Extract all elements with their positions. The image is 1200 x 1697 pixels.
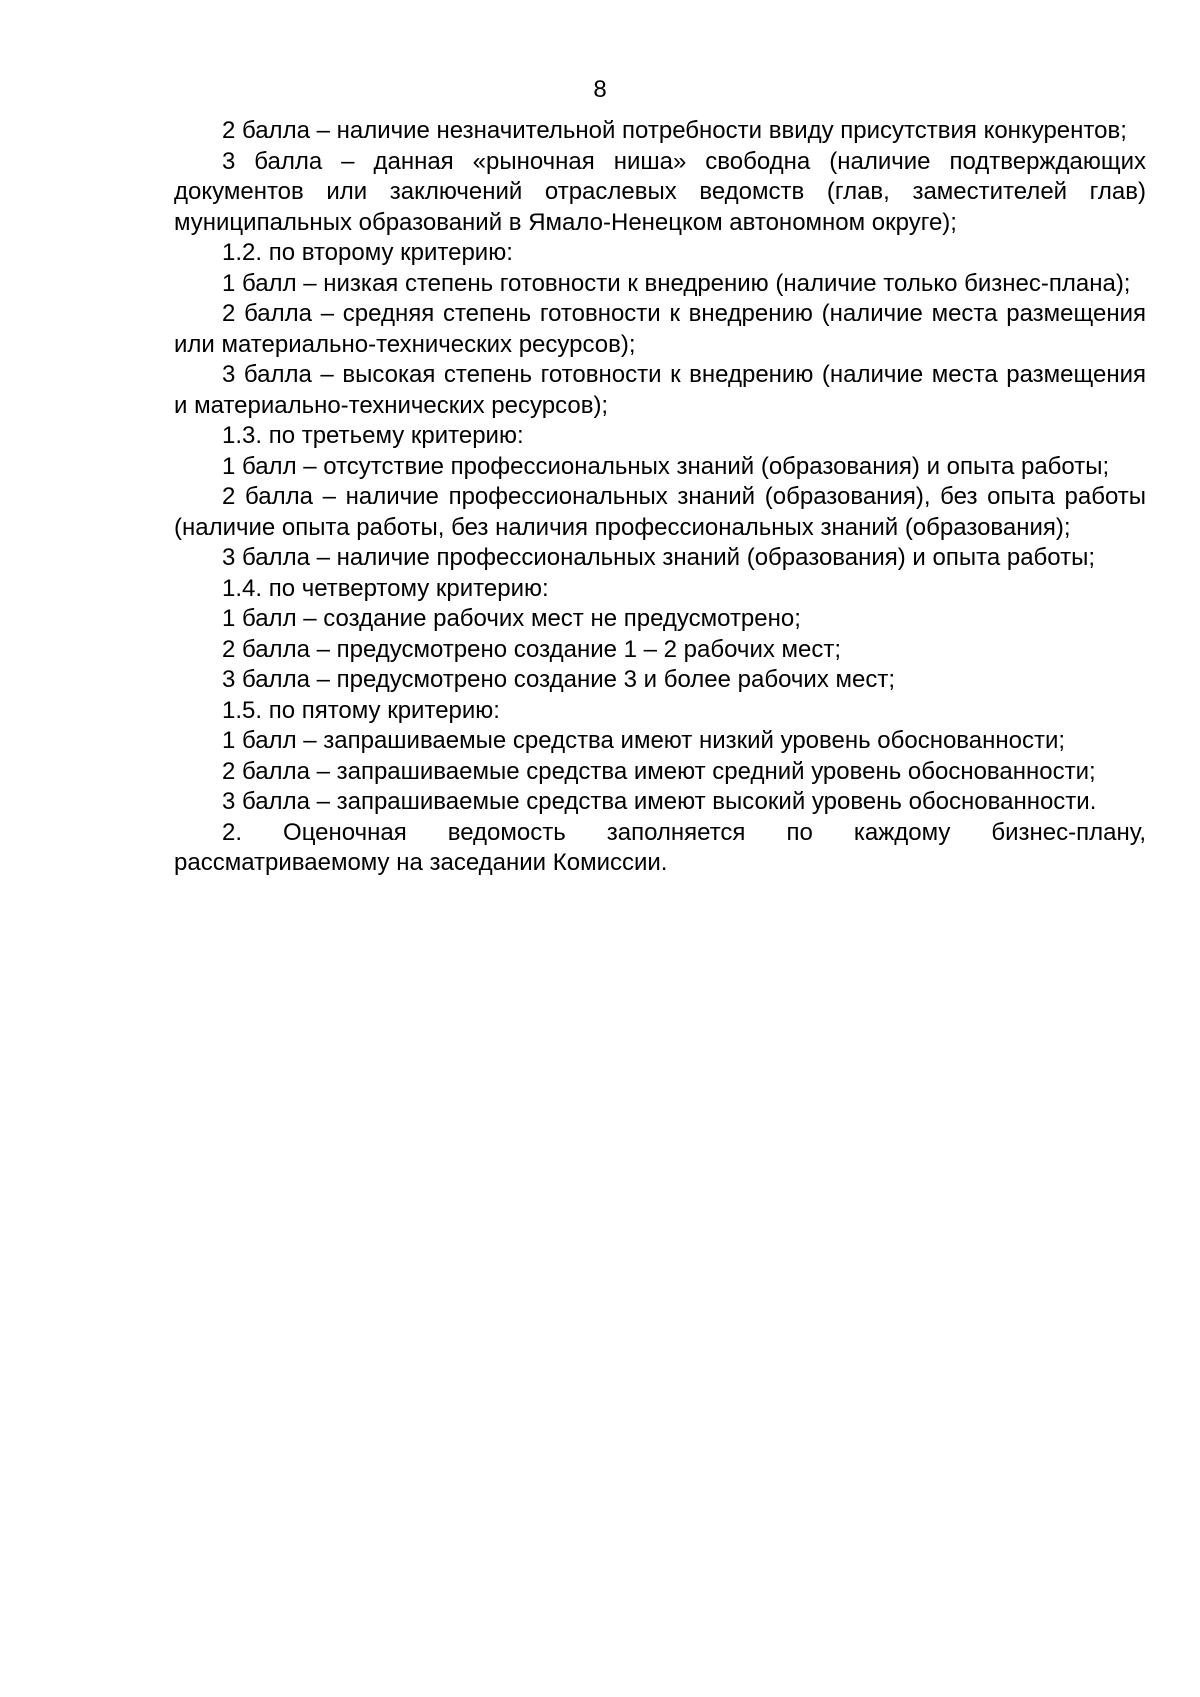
paragraph-criterion-2-heading: 1.2. по второму критерию: (222, 239, 513, 266)
paragraph-criterion-4-score-3: 3 балла – предусмотрено создание 3 и более рабочих мест; (222, 666, 895, 693)
page-number: 8 (593, 76, 607, 103)
paragraph-criterion-2-score-2: 2 балла – средняя степень готовности к внедрению (наличие места размещения или материально-технических ресурсов); (174, 300, 1146, 358)
paragraph-criterion-5-score-2: 2 балла – запрашиваемые средства имеют средний уровень обоснованности; (222, 757, 1096, 785)
paragraph-criterion-4-score-1: 1 балл – создание рабочих мест не предусмотрено; (222, 605, 801, 632)
paragraph-evaluation-sheet: 2. Оценочная ведомость заполняется по каждому бизнес-плану, рассматриваемому на заседании Комиссии. (174, 818, 1146, 876)
document-body (174, 116, 1146, 879)
paragraph-score-2-competition: 2 балла – наличие незначительной потребности ввиду присутствия конкурентов; (222, 117, 1127, 144)
paragraph-criterion-5-score-1: 1 балл – запрашиваемые средства имеют низкий уровень обоснованности; (222, 727, 1066, 754)
paragraph-criterion-5-score-3: 3 балла – запрашиваемые средства имеют высокий уровень обоснованности. (222, 788, 1097, 815)
paragraph-criterion-4-heading: 1.4. по четвертому критерию: (222, 574, 549, 602)
paragraph-criterion-3-heading: 1.3. по третьему критерию: (222, 422, 524, 449)
paragraph-criterion-5-heading: 1.5. по пятому критерию: (222, 696, 500, 724)
paragraph-criterion-2-score-1: 1 балл – низкая степень готовности к внедрению (наличие только бизнес-плана); (222, 269, 1131, 297)
paragraph-criterion-3-score-1: 1 балл – отсутствие профессиональных знаний (образования) и опыта работы; (222, 452, 1110, 480)
paragraph-criterion-2-score-3: 3 балла – высокая степень готовности к внедрению (наличие места размещения и материально-технических ресурсов); (174, 361, 1146, 419)
paragraph-criterion-3-score-3: 3 балла – наличие профессиональных знаний (образования) и опыта работы; (222, 544, 1096, 571)
paragraph-score-3-free-niche: 3 балла – данная «рыночная ниша» свободна (наличие подтверждающих документов или заключений отраслевых ведомств (глав, заместителей глав) муниципальных образований в Ямало-Ненецком автономном округе); (174, 147, 1146, 236)
paragraph-criterion-3-score-2: 2 балла – наличие профессиональных знаний (образования), без опыта работы (наличие опыта работы, без наличия профессиональных знаний (образования); (174, 483, 1146, 541)
paragraph-criterion-4-score-2: 2 балла – предусмотрено создание 1 – 2 рабочих мест; (222, 635, 842, 663)
